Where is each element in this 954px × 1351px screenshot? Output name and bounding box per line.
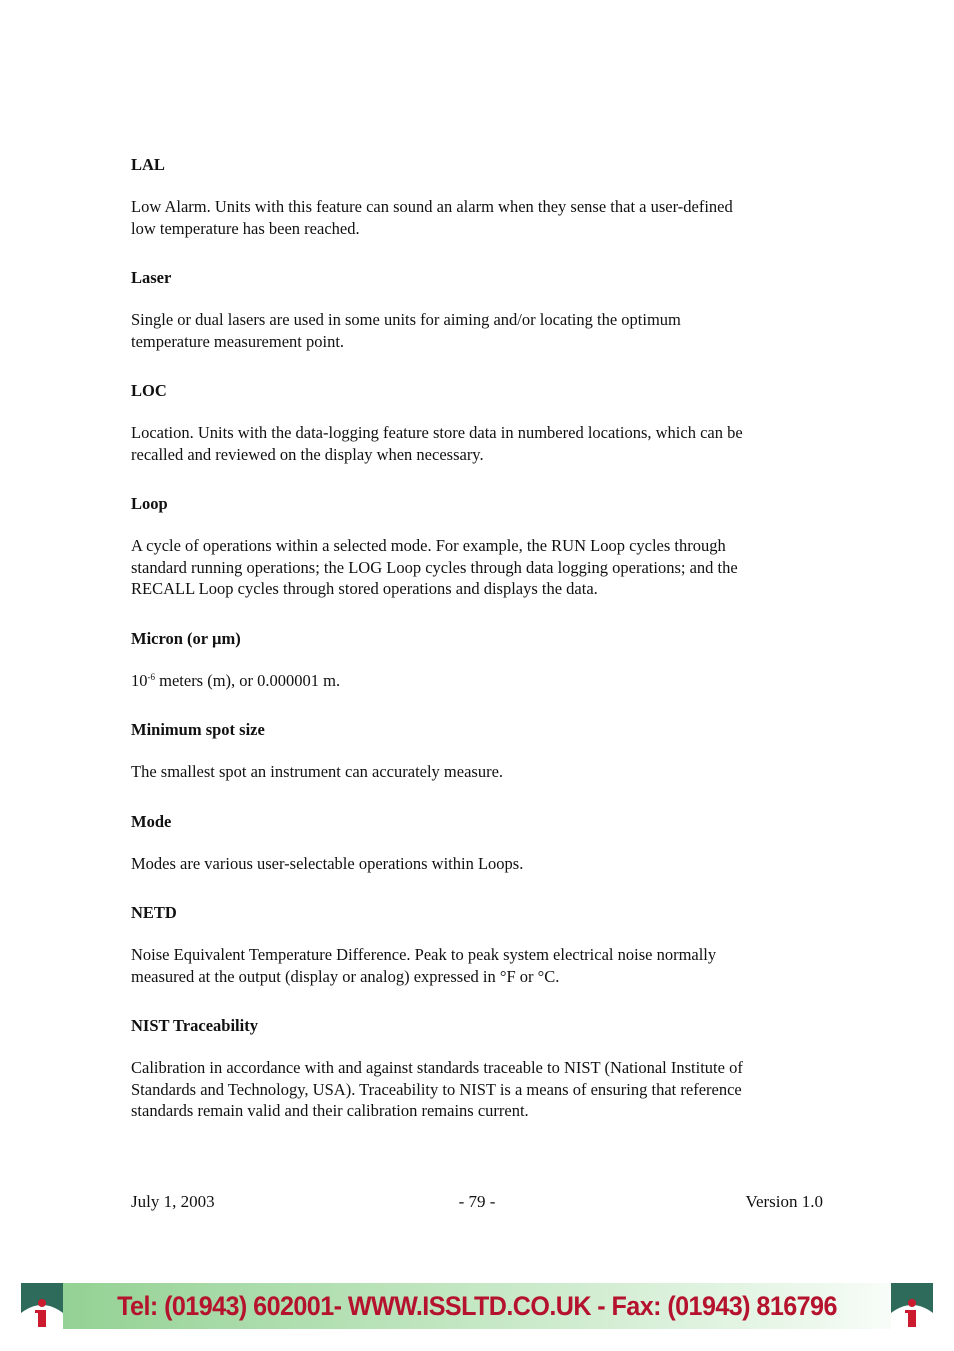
description-line: standards remain valid and their calibration remains current. (131, 1101, 529, 1120)
description-line: temperature measurement point. (131, 331, 345, 351)
description-line: Calibration in accordance with and against standards traceable to NIST (National Institute of (131, 1058, 743, 1077)
glossary-entry-micron (131, 629, 831, 690)
term-heading: LOC (131, 381, 167, 400)
glossary-entry-loc (131, 381, 831, 464)
footer-version: Version 1.0 (745, 1192, 823, 1211)
term-description (131, 944, 831, 987)
description-line (131, 670, 831, 692)
description-line: recalled and reviewed on the display when necessary. (131, 444, 484, 464)
page-footer (131, 1190, 823, 1214)
page-number: - 79 - (458, 1192, 496, 1211)
description-line: Low Alarm. Units with this feature can sound an alarm when they sense that a user-defined (131, 197, 733, 216)
term-description (131, 670, 831, 692)
description-rest: meters (m), or 0.000001 m. (155, 671, 341, 690)
term-heading: Minimum spot size (131, 720, 265, 739)
term-heading: Mode (131, 812, 172, 831)
description-line: The smallest spot an instrument can accurately measure. (131, 762, 504, 781)
glossary-entry-lal (131, 155, 831, 238)
description-line: RECALL Loop cycles through stored operations and displays the data. (131, 579, 598, 598)
glossary-entry-minimum-spot-size (131, 720, 831, 781)
term-description (131, 1057, 831, 1122)
description-line: low temperature has been reached. (131, 218, 360, 238)
description-line: A cycle of operations within a selected mode. For example, the RUN Loop cycles through (131, 536, 726, 555)
description-line: measured at the output (display or analog) expressed in °F or °C. (131, 966, 560, 986)
term-heading: LAL (131, 155, 165, 174)
exponent: -6 (147, 672, 155, 682)
description-line: standard running operations; the LOG Loop cycles through data logging operations; and the (131, 557, 738, 577)
term-heading: Loop (131, 494, 168, 513)
term-heading: NETD (131, 903, 177, 922)
term-description (131, 761, 831, 783)
term-heading: NIST Traceability (131, 1016, 258, 1035)
term-description (131, 535, 831, 600)
term-description (131, 853, 831, 875)
term-description (131, 422, 831, 465)
glossary-entry-loop (131, 494, 831, 598)
description-line: Noise Equivalent Temperature Difference. Peak to peak system electrical noise normally (131, 945, 717, 964)
description-line: Modes are various user-selectable operations within Loops. (131, 854, 524, 873)
term-heading: Micron (or µm) (131, 629, 241, 648)
term-description (131, 196, 831, 239)
glossary-entry-laser (131, 268, 831, 351)
exponent-base: 10 (131, 671, 148, 690)
contact-banner (21, 1283, 933, 1329)
description-line: Location. Units with the data-logging feature store data in numbered locations, which can be (131, 423, 743, 442)
footer-date: July 1, 2003 (131, 1192, 215, 1211)
term-heading: Laser (131, 268, 172, 287)
glossary-entry-netd (131, 903, 831, 986)
term-description (131, 309, 831, 352)
description-line: Single or dual lasers are used in some units for aiming and/or locating the optimum (131, 310, 681, 329)
info-i-icon (21, 1283, 63, 1329)
info-i-icon (891, 1283, 933, 1329)
description-line: Standards and Technology, USA). Traceability to NIST is a means of ensuring that reference (131, 1079, 742, 1099)
contact-info-text: Tel: (01943) 602001- WWW.ISSLTD.CO.UK - Fax: (01943) 816796 (117, 1291, 837, 1321)
glossary-entry-mode (131, 812, 831, 873)
glossary-entry-nist-traceability (131, 1016, 831, 1120)
